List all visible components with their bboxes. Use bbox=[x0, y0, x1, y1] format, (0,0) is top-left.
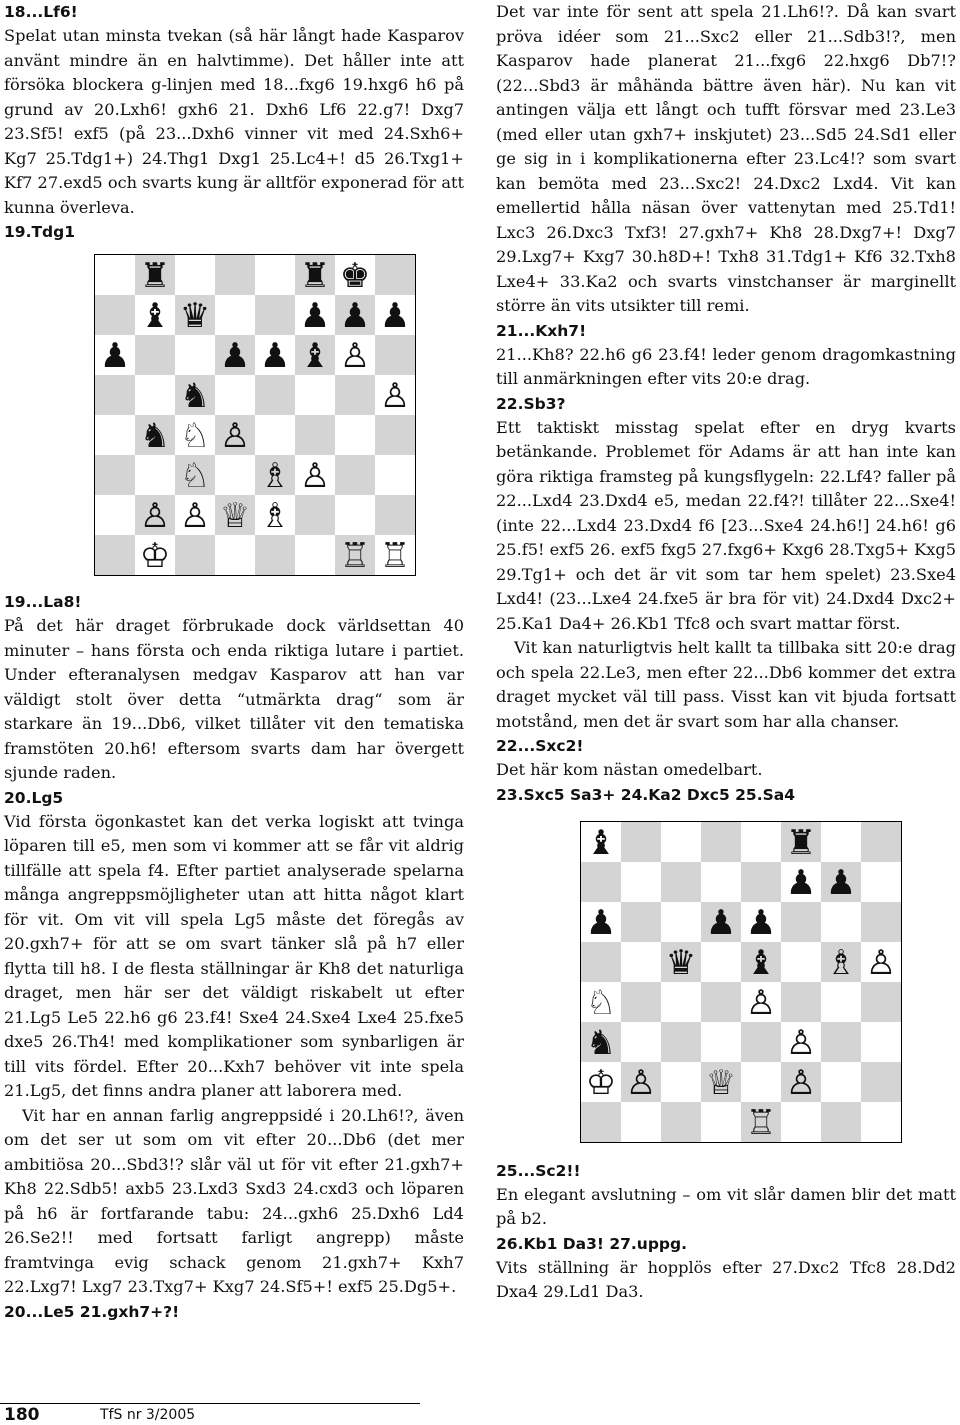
board-square bbox=[175, 255, 215, 295]
black-pawn-icon: ♟ bbox=[339, 296, 371, 336]
left-column bbox=[4, 0, 464, 1324]
white-bishop-icon: ♗ bbox=[259, 456, 291, 496]
white-pawn-icon: ♙ bbox=[865, 942, 897, 983]
board-square bbox=[821, 1062, 861, 1102]
board-square bbox=[661, 862, 701, 902]
board-square bbox=[215, 375, 255, 415]
paragraph: Vit kan naturligtvis helt kallt ta tillbaka sitt 20:e drag och spela 22.Le3, men efter 22...Db6 kommer det extra draget mycket väl till pass. Visst kan vit bjuda fortsatt motstånd, men det är svart som har alla chanser. bbox=[496, 638, 956, 731]
black-pawn-icon: ♟ bbox=[585, 902, 617, 943]
white-queen-icon: ♕ bbox=[219, 496, 251, 536]
board-square bbox=[255, 535, 295, 575]
move-heading: 20...Le5 21.gxh7+?! bbox=[4, 1302, 180, 1321]
board-square bbox=[661, 902, 701, 942]
move-heading: 22...Sxc2! bbox=[496, 737, 584, 755]
board-square bbox=[175, 535, 215, 575]
board-square bbox=[215, 295, 255, 335]
board-square bbox=[135, 335, 175, 375]
board-square bbox=[821, 982, 861, 1022]
board-square bbox=[335, 495, 375, 535]
white-pawn-icon: ♙ bbox=[785, 1022, 817, 1063]
board-square bbox=[135, 375, 175, 415]
board-square bbox=[215, 255, 255, 295]
black-king-icon: ♚ bbox=[339, 256, 371, 296]
paragraph: 21...Kh8? 22.h6 g6 23.f4! leder genom dragomkastning till anmärkningen efter vits 20:e drag. bbox=[496, 344, 956, 388]
chess-diagram-1 bbox=[94, 254, 416, 576]
white-queen-icon: ♕ bbox=[705, 1062, 737, 1103]
white-bishop-icon: ♗ bbox=[259, 496, 291, 536]
board-square bbox=[861, 902, 901, 942]
move-heading: 21...Kxh7! bbox=[496, 321, 587, 340]
board-square bbox=[861, 822, 901, 862]
move-heading: 26.Kb1 Da3! 27.uppg. bbox=[496, 1234, 687, 1253]
white-knight-icon: ♘ bbox=[179, 416, 211, 456]
black-pawn-icon: ♟ bbox=[825, 862, 857, 903]
board-square bbox=[861, 982, 901, 1022]
board-square bbox=[821, 1102, 861, 1142]
board-square bbox=[375, 335, 415, 375]
white-pawn-icon: ♙ bbox=[785, 1062, 817, 1103]
board-square bbox=[295, 535, 335, 575]
board-square bbox=[175, 335, 215, 375]
board-square bbox=[255, 415, 295, 455]
board-svg bbox=[95, 255, 415, 575]
board-square bbox=[95, 295, 135, 335]
board-square bbox=[701, 1102, 741, 1142]
move-heading: 22.Sb3? bbox=[496, 394, 566, 413]
paragraph: Vits ställning är hopplös efter 27.Dxc2 Tfc8 28.Dd2 Dxa4 29.Ld1 Da3. bbox=[496, 1257, 956, 1301]
black-bishop-icon: ♝ bbox=[585, 822, 617, 863]
board-square bbox=[375, 255, 415, 295]
board-square bbox=[375, 455, 415, 495]
board-square bbox=[701, 982, 741, 1022]
black-knight-icon: ♞ bbox=[139, 416, 171, 456]
paragraph: Det här kom nästan omedelbart. bbox=[496, 760, 763, 779]
white-pawn-icon: ♙ bbox=[379, 376, 411, 416]
board-square bbox=[581, 1102, 621, 1142]
board-square bbox=[255, 295, 295, 335]
move-heading: 20.Lg5 bbox=[4, 788, 64, 807]
page-footer bbox=[0, 1395, 460, 1425]
board-square bbox=[781, 982, 821, 1022]
black-pawn-icon: ♟ bbox=[219, 336, 251, 376]
board-square bbox=[621, 1022, 661, 1062]
board-square bbox=[335, 375, 375, 415]
paragraph: Spelat utan minsta tvekan (så här långt hade Kasparov använt mindre än en halvtimme). Det håller inte att försöka blockera g-linjen med 18...fxg6 19.hxg6 h6 på grund av 20.Lxh6! gxh6 21. Dxh6 Lf6 22.g7! Dxg7 23.Sf5! exf5 (på 23...Dxh6 vinner vit med 24.Sxh6+ Kg7 25.Tdg1+) 24.Thg1 Dxg1 25.Lc4+! d5 26.Txg1+ Kf7 27.exd5 och svarts kung är alltför exponerad för att kunna överleva. bbox=[4, 26, 464, 217]
paragraph: På det här draget förbrukade dock världsettan 40 minuter – hans första och enda riktiga lutare i partiet. Under efteranalysen medgav Kasparov att han var väldigt stolt över detta “utmärkta drag“ som är starkare än 19...Db6, vilket tillåter vit den tematiska framstöten 20.h6! eftersom svarts dam har övergett sjunde raden. bbox=[4, 616, 464, 782]
paragraph: Vid första ögonkastet kan det verka logiskt att tvinga löparen till e5, men som vi kommer att se får vit aldrig tillfälle att spela f4. Efter partiet analyserade spelarna många angreppsmöjligheter utan att hitta något klart för vit. Om vit vill spela Lg5 måste det föregås av 20.gxh7+ för att se om svart tänker slå på h7 eller flytta till h8. I de flesta ställningar är Kh8 det naturliga draget, men här ser det väldigt riskabelt ut efter 21.Lg5 Le5 22.h6 g6 23.f4! Sxe4 24.Sxe4 Lxe4 25.fxe5 dxe5 26.Th4! med komplikationer som synbarligen är till vits fördel. Efter 20...Kxh7 behöver vit inte spela 21.Lg5, det finns andra planer att laborera med. bbox=[4, 811, 464, 1100]
page-number: 180 bbox=[4, 1405, 40, 1425]
board-square bbox=[621, 822, 661, 862]
black-bishop-icon: ♝ bbox=[745, 942, 777, 983]
board-square bbox=[95, 255, 135, 295]
magazine-issue: TfS nr 3/2005 bbox=[100, 1407, 196, 1423]
move-heading: 25...Sc2!! bbox=[496, 1161, 581, 1180]
board-square bbox=[255, 255, 295, 295]
move-heading: 18...Lf6! bbox=[4, 3, 78, 21]
black-pawn-icon: ♟ bbox=[299, 296, 331, 336]
board-square bbox=[861, 862, 901, 902]
board-square bbox=[335, 455, 375, 495]
board-square bbox=[621, 862, 661, 902]
black-pawn-icon: ♟ bbox=[259, 336, 291, 376]
move-heading: 23.Sxc5 Sa3+ 24.Ka2 Dxc5 25.Sa4 bbox=[496, 785, 795, 804]
board-square bbox=[95, 455, 135, 495]
board-square bbox=[661, 1022, 701, 1062]
board-square bbox=[295, 415, 335, 455]
move-heading: 19.Tdg1 bbox=[4, 223, 76, 241]
board-square bbox=[821, 1022, 861, 1062]
paragraph: Det var inte för sent att spela 21.Lh6!?. Då kan svart pröva idéer som 21...Sxc2 eller 21...Sdb3!?, men Kasparov hade planerat 21...fxg6 22.hxg6 Db7!? (22...Sbd3 är måhända bättre även här). Nu kan vit antingen välja ett långt och tufft försvar med 23.Le3 (med eller utan gxh7+ inskjutet) 23...Sd5 24.Sd1 eller ge sig in i komplikationerna efter 23.Lc4!? som svart kan bemöta med 23...Sxc2! 24.Dxc2 Lxd4. Vit kan emellertid hålla näsan över vattenytan med 25.Td1! Lxc3 26.Dxc3 Txf3! 27.gxh7+ Kh8 28.Dxg7+! Dxg7 29.Lxg7+ Kxg7 30.h8D+! Txh8 31.Tdg1+ Kf6 32.Txh8 Lxe4+ 33.Ka2 och svarts vinstchanser är marginellt större än vits utsikter till remi. bbox=[496, 2, 956, 315]
board-square bbox=[701, 1022, 741, 1062]
white-pawn-icon: ♙ bbox=[139, 496, 171, 536]
board-square bbox=[335, 415, 375, 455]
black-queen-icon: ♛ bbox=[179, 296, 211, 336]
board-square bbox=[95, 415, 135, 455]
black-knight-icon: ♞ bbox=[585, 1022, 617, 1063]
board-square bbox=[661, 1062, 701, 1102]
white-king-icon: ♔ bbox=[139, 536, 171, 575]
board-square bbox=[741, 1022, 781, 1062]
white-king-icon: ♔ bbox=[585, 1062, 617, 1103]
black-bishop-icon: ♝ bbox=[299, 336, 331, 376]
white-rook-icon: ♖ bbox=[339, 536, 371, 575]
board-square bbox=[821, 902, 861, 942]
board-square bbox=[821, 822, 861, 862]
board-square bbox=[781, 902, 821, 942]
white-pawn-icon: ♙ bbox=[625, 1062, 657, 1103]
black-pawn-icon: ♟ bbox=[785, 862, 817, 903]
white-knight-icon: ♘ bbox=[179, 456, 211, 496]
board-square bbox=[255, 375, 295, 415]
chess-diagram-2 bbox=[580, 821, 902, 1143]
board-svg bbox=[581, 822, 901, 1142]
board-square bbox=[621, 982, 661, 1022]
board-square bbox=[95, 535, 135, 575]
black-queen-icon: ♛ bbox=[665, 942, 697, 983]
board-square bbox=[95, 375, 135, 415]
board-square bbox=[375, 415, 415, 455]
board-square bbox=[621, 1102, 661, 1142]
white-rook-icon: ♖ bbox=[379, 536, 411, 575]
black-pawn-icon: ♟ bbox=[745, 902, 777, 943]
board-square bbox=[95, 495, 135, 535]
paragraph: Vit har en annan farlig angreppsidé i 20.Lh6!?, även om det ser ut som om vit efter 20...Db6 (det mer ambitiösa 20...Sbd3!? slår väl ut för vit efter 21.gxh7+ Kh8 22.Sdb5! axb5 23.Lxd3 Sxd3 24.cxd3 och löparen på h6 är fortfarande tabu: 24...gxh6 25.Dxh6 Ld4 26.Se2!! med fortsatt farligt angrepp) måste framtvinga evig schack genom 21.gxh7+ Kxh7 22.Lxg7! Lxg7 23.Txg7+ Kxg7 24.Sf5+! exf5 25.Dg5+. bbox=[4, 1105, 464, 1296]
board-square bbox=[621, 902, 661, 942]
board-square bbox=[741, 862, 781, 902]
white-bishop-icon: ♗ bbox=[825, 942, 857, 983]
board-square bbox=[295, 375, 335, 415]
white-pawn-icon: ♙ bbox=[339, 336, 371, 376]
black-pawn-icon: ♟ bbox=[99, 336, 131, 376]
board-square bbox=[581, 942, 621, 982]
board-square bbox=[861, 1062, 901, 1102]
board-square bbox=[661, 982, 701, 1022]
black-bishop-icon: ♝ bbox=[139, 296, 171, 336]
board-square bbox=[581, 862, 621, 902]
board-square bbox=[741, 1062, 781, 1102]
board-square bbox=[135, 455, 175, 495]
board-square bbox=[781, 942, 821, 982]
board-square bbox=[661, 1102, 701, 1142]
black-rook-icon: ♜ bbox=[299, 256, 331, 296]
board-square bbox=[295, 495, 335, 535]
board-square bbox=[741, 822, 781, 862]
black-knight-icon: ♞ bbox=[179, 376, 211, 416]
board-square bbox=[621, 942, 661, 982]
board-square bbox=[861, 1102, 901, 1142]
black-rook-icon: ♜ bbox=[139, 256, 171, 296]
black-pawn-icon: ♟ bbox=[705, 902, 737, 943]
white-pawn-icon: ♙ bbox=[745, 982, 777, 1023]
paragraph: En elegant avslutning – om vit slår damen blir det matt på b2. bbox=[496, 1184, 956, 1228]
board-square bbox=[781, 1102, 821, 1142]
white-knight-icon: ♘ bbox=[585, 982, 617, 1023]
white-pawn-icon: ♙ bbox=[179, 496, 211, 536]
black-rook-icon: ♜ bbox=[785, 822, 817, 863]
move-heading: 19...La8! bbox=[4, 593, 82, 611]
board-square bbox=[701, 942, 741, 982]
footer-rule bbox=[0, 1403, 420, 1404]
white-pawn-icon: ♙ bbox=[219, 416, 251, 456]
board-square bbox=[215, 455, 255, 495]
board-square bbox=[375, 495, 415, 535]
board-square bbox=[661, 822, 701, 862]
board-square bbox=[861, 1022, 901, 1062]
board-square bbox=[701, 862, 741, 902]
white-pawn-icon: ♙ bbox=[299, 456, 331, 496]
board-square bbox=[215, 535, 255, 575]
black-pawn-icon: ♟ bbox=[379, 296, 411, 336]
white-rook-icon: ♖ bbox=[745, 1102, 777, 1142]
paragraph: Ett taktiskt misstag spelat efter en dryg kvarts betänkande. Problemet för Adams är att han inte kan göra riktiga framsteg på kungsflygeln: 22.Lf4? faller på 22...Lxd4 23.Dxd4 e5, medan 22.f4?! tillåter 22...Sxe4! (inte 22...Lxd4 23.Dxd4 f6 [23...Sxe4 24.h6!] 24.h6! g6 25.f5! exf5 26. exf5 fxg5 27.fxg6+ Kxg6 28.Txg5+ Kxg5 29.Tg1+ och det är vit som tar hem spelet) 23.Sxe4 Lxd4! (23...Lxe4 24.fxe5 är bra för vit) 24.Dxd4 Dxc2+ 25.Ka1 Da4+ 26.Kb1 Tfc8 och svart mattar först. bbox=[496, 417, 956, 633]
right-column bbox=[496, 0, 956, 1305]
board-square bbox=[701, 822, 741, 862]
